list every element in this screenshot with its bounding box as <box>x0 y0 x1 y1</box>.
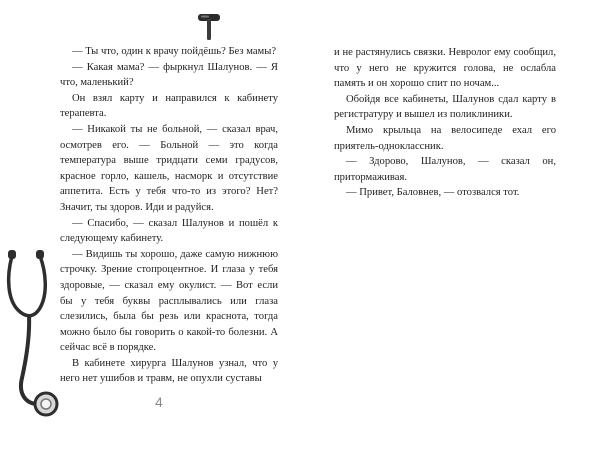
left-page-text <box>60 44 278 387</box>
page-number: 4 <box>155 394 163 410</box>
left-page-paragraph: Он взял карту и направился к кабинету терапевта. <box>60 92 278 120</box>
left-page-paragraph: — Какая мама? — фыркнул Шалунов. — Я что, маленький? <box>60 61 278 89</box>
right-page-paragraph: и не растянулись связки. Невролог ему сообщил, что у него не кружится голова, не ослабла память и он хорошо спит по ночам... <box>334 47 556 90</box>
left-page-paragraph: — Ты что, один к врачу пойдёшь? Без мамы? <box>72 46 277 57</box>
left-page-paragraph: — Спасибо, — сказал Шалунов и пошёл к следующему кабинету. <box>60 217 278 245</box>
right-page-text <box>334 45 556 201</box>
right-page <box>300 0 600 450</box>
right-page-paragraph: Обойдя все кабинеты, Шалунов сдал карту в регистратуру и вышел из поликлиники. <box>334 93 556 121</box>
left-page-paragraph: В кабинете хирурга Шалунов узнал, что у него нет ушибов и травм, не опухли суставы <box>60 357 278 385</box>
right-page-paragraph: — Привет, Баловнев, — отозвался тот. <box>346 187 520 199</box>
right-page-paragraph: — Здорово, Шалунов, — сказал он, притормаживая. <box>334 156 556 183</box>
reflex-hammer-icon <box>195 11 223 41</box>
stethoscope-icon <box>4 248 66 418</box>
left-page-paragraph: — Никакой ты не больной, — сказал врач, осмотрев его. — Больной — это когда температура выше тридцати семи градусов, красное горло, кашель, насморк и отсутствие аппетита. Есть у тебя что-то из этого? Нет? Значит, ты здоров. Иди и радуйся. <box>60 123 278 213</box>
right-page-paragraph: Мимо крыльца на велосипеде ехал его приятель-одноклассник. <box>334 124 556 152</box>
left-page-paragraph: — Видишь ты хорошо, даже самую нижнюю строчку. Зрение стопроцентное. И глаза у тебя здоровые, — сказал ему окулист. — Вот если бы у тебя буквы расплывались или глаза слезились, была бы резь или краснота, тогда можно было бы говорить о какой-то болезни. А сейчас всё в порядке. <box>60 248 278 354</box>
